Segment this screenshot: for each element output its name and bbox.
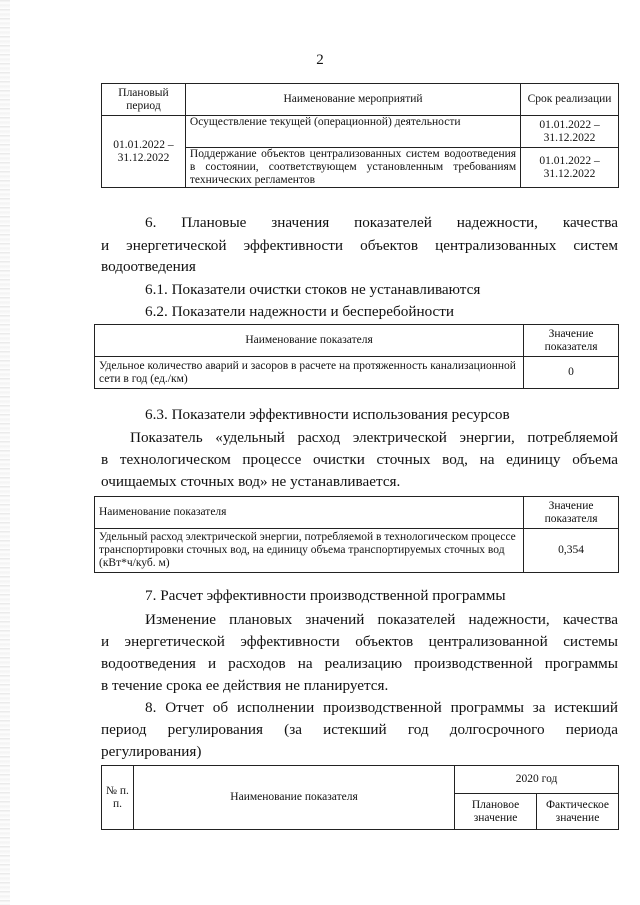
- section-6-1: 6.1. Показатели очистки стоков не устанавливаются: [145, 281, 481, 298]
- header-planned-period: Плановый период: [102, 84, 186, 116]
- cell-activity-2: Поддержание объектов централизованных систем водоотведения в состоянии, соответствующем установленным требованиям технических регламентов: [185, 148, 520, 188]
- section-6-2: 6.2. Показатели надежности и бесперебойности: [145, 303, 455, 320]
- section-7-line2: и энергетической эффективности объектов централизованной системы: [101, 633, 618, 650]
- header-indicator-value: Значение показателя: [524, 325, 619, 357]
- cell-period: 01.01.2022 – 31.12.2022: [102, 116, 186, 188]
- section-6-heading-line3: водоотведения: [101, 258, 196, 275]
- efficiency-table: [94, 496, 619, 573]
- cell-indicator-name: Удельное количество аварий и засоров в расчете на протяженность канализационной сети в год (ед./км): [95, 357, 524, 389]
- section-6-3: 6.3. Показатели эффективности использования ресурсов: [145, 406, 510, 423]
- header-indicator-name: Наименование показателя: [95, 497, 524, 529]
- cell-term-2: 01.01.2022 – 31.12.2022: [521, 148, 619, 188]
- section-6-heading-line2: и энергетической эффективности объектов централизованных систем: [101, 237, 618, 254]
- cell-activity-1: Осуществление текущей (операционной) деятельности: [185, 116, 520, 148]
- section-7-line1: Изменение плановых значений показателей надежности, качества: [145, 611, 618, 628]
- section-7-line3: водоотведения и расходов на реализацию производственной программы: [101, 655, 618, 672]
- activities-table: [101, 83, 619, 188]
- section-7-heading: 7. Расчет эффективности производственной программы: [145, 587, 506, 604]
- header-term: Срок реализации: [521, 84, 619, 116]
- header-indicator-name: Наименование показателя: [133, 766, 454, 830]
- header-year: 2020 год: [455, 766, 619, 794]
- section-6-3-text-line1: Показатель «удельный расход электрической энергии, потребляемой: [130, 429, 618, 446]
- header-row-number: № п. п.: [102, 766, 134, 830]
- page-number: 2: [316, 52, 324, 68]
- scan-edge-artifact: [0, 0, 10, 905]
- cell-indicator-name: Удельный расход электрической энергии, потребляемой в технологическом процессе транспортировки сточных вод, на единицу объема транспортируемых сточных вод (кВт*ч/куб. м): [95, 529, 524, 573]
- header-actual-value: Фактическое значение: [537, 794, 619, 830]
- header-indicator-value: Значение показателя: [524, 497, 619, 529]
- section-7-line4: в течение срока ее действия не планируется.: [101, 677, 389, 694]
- section-8-line3: регулирования): [101, 743, 202, 760]
- section-8-line1: 8. Отчет об исполнении производственной программы за истекший: [145, 699, 618, 716]
- cell-indicator-value: 0: [524, 357, 619, 389]
- section-6-heading-line1: 6. Плановые значения показателей надежности, качества: [145, 214, 618, 231]
- section-6-3-text-line3: очищаемых сточных вод» не устанавливается.: [101, 473, 401, 490]
- cell-term-1: 01.01.2022 – 31.12.2022: [521, 116, 619, 148]
- header-planned-value: Плановое значение: [455, 794, 537, 830]
- section-6-3-text-line2: в технологическом процессе очистки сточных вод, на единицу объема: [101, 451, 618, 468]
- report-table: [101, 765, 619, 830]
- header-indicator-name: Наименование показателя: [95, 325, 524, 357]
- cell-indicator-value: 0,354: [524, 529, 619, 573]
- reliability-table: [94, 324, 619, 389]
- header-activities: Наименование мероприятий: [185, 84, 520, 116]
- section-8-line2: период регулирования (за истекший год долгосрочного периода: [101, 721, 618, 738]
